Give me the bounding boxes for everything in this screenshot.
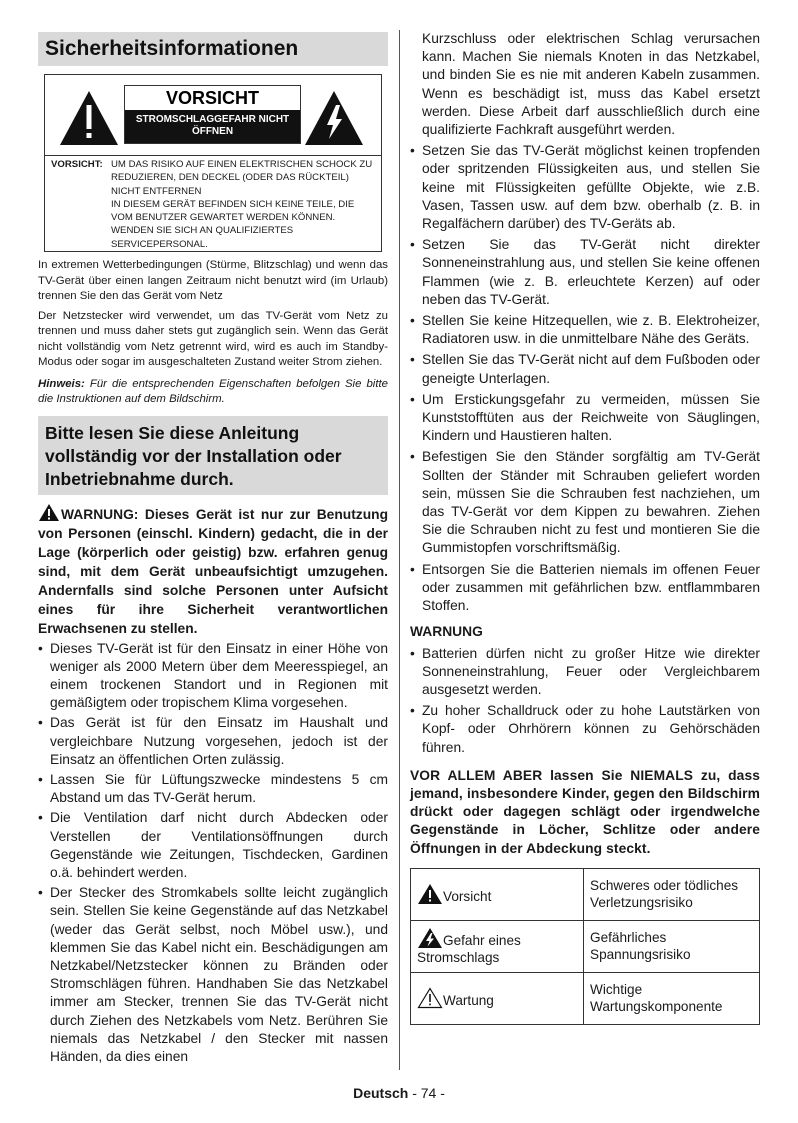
table-row xyxy=(411,920,760,972)
safety-list-right xyxy=(410,142,760,615)
legend-desc: Schweres oder tödliches Verletzungsrisiko xyxy=(584,868,760,920)
legend-desc: Gefährliches Spannungsrisiko xyxy=(584,920,760,972)
list-item: • Um Erstickungsgefahr zu vermeiden, müssen Sie Kunststofftüten aus der Reichweite von Säuglingen, Kindern und Haustieren halten. xyxy=(410,391,760,446)
caution-text-line-2: IN DIESEM GERÄT BEFINDEN SICH KEINE TEILE, DIE VOM BENUTZER GEWARTET WERDEN KÖNNEN. WENDEN SIE SICH AN QUALIFIZIERTES SERVICEPERSONAL. xyxy=(111,198,355,250)
list-item: • Setzen Sie das TV-Gerät möglichst keinen tropfenden oder spritzenden Flüssigkeiten aus, und stellen Sie keine mit Flüssigkeiten gefüllte Objekte, wie z.B. Vasen, Tassen usw. auf dem bzw. oberhalb (z. B. in Regalfächern darüber) des TV-Geräts ab. xyxy=(410,142,760,233)
page-number: - 74 - xyxy=(412,1085,445,1101)
right-column xyxy=(410,30,760,1025)
vorsicht-heading: VORSICHT xyxy=(125,86,300,110)
vorsicht-label xyxy=(124,85,301,144)
paragraph-mains-plug: Der Netzstecker wird verwendet, um das TV-Gerät vom Netz zu trennen und muss daher stets gut zugänglich sein. Wenn das Gerät nicht vollständig vom Netz getrennt wird, wird es auch im Standby-Modus oder sogar im ausgeschalteten Zustand weiter Strom ziehen. xyxy=(38,309,388,368)
column-divider xyxy=(399,30,400,1070)
paragraph-weather: In extremen Wetterbedingungen (Stürme, Blitzschlag) und wenn das TV-Gerät über einen langen Zeitraum nicht benutzt wird (im Urlaub) trennen Sie den das Gerät vom Netz xyxy=(38,259,388,302)
warning-list xyxy=(410,645,760,757)
section-title-read-manual: Bitte lesen Sie diese Anleitung vollständig vor der Installation oder Inbetriebnahme durch. xyxy=(38,416,388,495)
list-item: • Stellen Sie keine Hitzequellen, wie z. B. Elektroheizer, Radiatoren usw. in die unmittelbare Nähe des Geräts. xyxy=(410,312,760,348)
list-item: • Entsorgen Sie die Batterien niemals im offenen Feuer oder zusammen mit gefährlichen bzw. entflammbaren Stoffen. xyxy=(410,561,760,616)
list-item: • Stellen Sie das TV-Gerät nicht auf dem Fußboden oder geneigte Unterlagen. xyxy=(410,351,760,387)
list-item: • Befestigen Sie den Ständer sorgfältig am TV-Gerät Sollten der Ständer mit Schrauben geliefert worden sein, müssen Sie die Schrauben fest nachziehen, um das TV-Gerät vor dem Kippen zu bewahren. Ziehen Sie die Schrauben nicht zu fest und montieren Sie die Gummistopfen vorschriftsmäßig. xyxy=(410,448,760,557)
list-item: • Der Stecker des Stromkabels sollte leicht zugänglich sein. Stellen Sie keine Gegenstände auf das Netzkabel (weder das Gerät selbst, noch Möbel usw.), und klemmen Sie das Kabel nicht ein. Beschädigungen am Netzkabel/Netzstecker können zu Bränden oder Stromschlägen führen. Handhaben Sie das Netzkabel immer am Stecker, trennen Sie das TV-Gerät nicht durch Ziehen des Netzkabels vom Netz. Berühren Sie niemals das Netzkabel / den Stecker mit nassen Händen, da dies einen xyxy=(38,884,388,1066)
table-row xyxy=(411,972,760,1024)
footer-language: Deutsch xyxy=(353,1085,409,1101)
caution-text-line-1: UM DAS RISIKO AUF EINEN ELEKTRISCHEN SCHOCK ZU REDUZIEREN, DEN DECKEL (ODER DAS RÜCKTEIL) NICHT ENTFERNEN xyxy=(111,159,373,197)
list-item: • Setzen Sie das TV-Gerät nicht direkter Sonneneinstrahlung aus, und stellen Sie keine offenen Flammen (wie z. B. erleuchtete Kerzen) auf oder neben das TV-Gerät. xyxy=(410,236,760,309)
warning-icon xyxy=(38,503,60,522)
left-column xyxy=(38,32,388,1066)
caution-text xyxy=(45,155,381,251)
page-footer xyxy=(0,1085,798,1101)
note-paragraph xyxy=(38,377,388,408)
symbol-legend-table xyxy=(410,868,760,1025)
important-paragraph: VOR ALLEM ABER lassen Sie NIEMALS zu, dass jemand, insbesondere Kinder, gegen den Bildschirm drückt oder dagegen schlägt oder irgendwelche Gegenstände in Löcher, Schlitze oder andere Öffnungen in der Abdeckung steckt. xyxy=(410,767,760,856)
warning-text: WARNUNG: Dieses Gerät ist nur zur Benutzung von Personen (einschl. Kindern) gedacht, die in der Lage (körperlich oder geistig) bzw. erfahren genug sind, mit dem Gerät unbeaufsichtigt umzugehen. Andernfalls sind solche Personen unter Aufsicht eines für ihre Sicherheit verantwortlichen Erwachsenen zu stellen. xyxy=(38,506,388,636)
legend-desc: Wichtige Wartungskomponente xyxy=(584,972,760,1024)
list-item: • Batterien dürfen nicht zu großer Hitze wie direkter Sonneneinstrahlung, Feuer oder Vergleichbarem ausgesetzt werden. xyxy=(410,645,760,700)
caution-filled-icon xyxy=(417,883,443,905)
list-item: • Das Gerät ist für den Einsatz im Haushalt und vergleichbare Nutzung vorgesehen, jedoch ist der Einsatz an öffentlichen Orten zulässig. xyxy=(38,714,388,769)
vorsicht-subheading: STROMSCHLAGGEFAHR NICHT ÖFFNEN xyxy=(125,110,300,143)
electric-shock-icon xyxy=(417,927,443,949)
safety-list-left xyxy=(38,640,388,1067)
caution-outline-icon xyxy=(417,987,443,1009)
lightning-warning-icon xyxy=(303,89,365,147)
list-item: • Dieses TV-Gerät ist für den Einsatz in einer Höhe von weniger als 2000 Metern über dem Meeresspiegel, an einem trockenen Standort und in Regionen mit gemäßigtem oder tropischem Klima vorgesehen. xyxy=(38,640,388,713)
warning-heading: WARNUNG xyxy=(410,624,483,640)
legend-label: Wartung xyxy=(443,993,494,1009)
note-text: Für die entsprechenden Eigenschaften befolgen Sie bitte die Instruktionen auf dem Bildschirm. xyxy=(38,377,388,405)
note-label: Hinweis: xyxy=(38,377,85,390)
continued-paragraph: Kurzschluss oder elektrischen Schlag verursachen kann. Machen Sie niemals Knoten in das Netzkabel, und binden Sie es nie mit anderen Kabeln zusammen. Wenn es beschädigt ist, muss das Kabel ersetzt werden. Diese Arbeit darf ausschließlich durch eine qualifizierte Fachkraft ausgeführt werden. xyxy=(422,31,760,138)
list-item: • Lassen Sie für Lüftungszwecke mindestens 5 cm Abstand um das TV-Gerät herum. xyxy=(38,771,388,807)
caution-text-label: VORSICHT: xyxy=(51,159,103,170)
table-row xyxy=(411,868,760,920)
legend-label: Vorsicht xyxy=(443,889,492,905)
list-item: • Zu hoher Schalldruck oder zu hohe Lautstärken von Kopf- oder Ohrhörern können zu Gehörschäden führen. xyxy=(410,702,760,757)
list-item: • Die Ventilation darf nicht durch Abdecken oder Verstellen der Ventilationsöffnungen durch Gegenstände wie Zeitungen, Tischdecken, Gardinen o.ä. behindert werden. xyxy=(38,809,388,882)
exclamation-warning-icon xyxy=(58,89,120,147)
warning-paragraph xyxy=(38,503,388,638)
section-title-safety: Sicherheitsinformationen xyxy=(38,32,388,66)
caution-label-box xyxy=(44,74,382,252)
legend-label: Gefahr eines Stromschlags xyxy=(417,932,521,965)
